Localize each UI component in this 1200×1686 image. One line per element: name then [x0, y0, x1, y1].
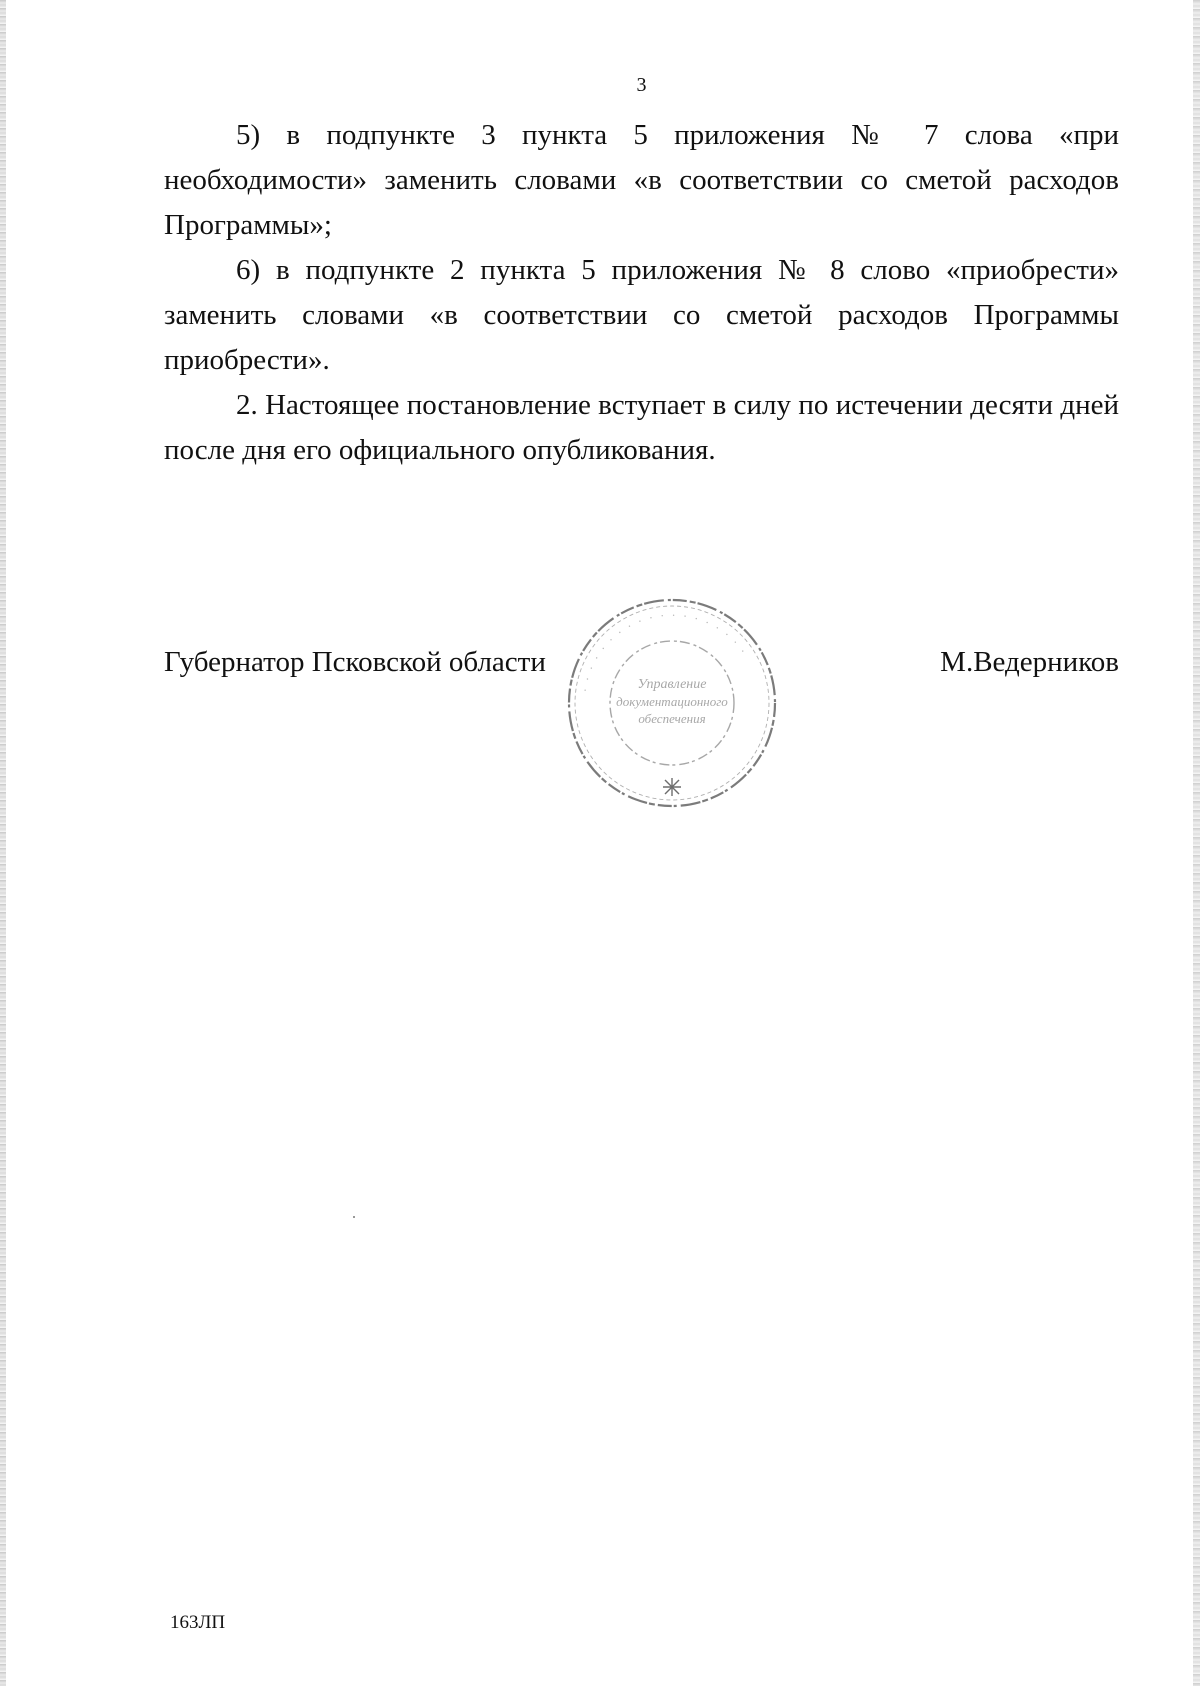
signatory-title: Губернатор Псковской области: [164, 646, 546, 678]
paragraph-item-5: 5) в подпункте 3 пункта 5 приложения № 7 слова «при необходимости» заменить словами «в соответствии со сметой расходов Программы»;: [164, 119, 1119, 241]
paragraph-item-6: 6) в подпункте 2 пункта 5 приложения № 8 слово «приобрести» заменить словами «в соответствии со сметой расходов Программы приобрести».: [164, 254, 1119, 376]
stamp-line-3: обеспечения: [638, 711, 706, 726]
signatory-name: М.Ведерников: [940, 646, 1119, 678]
stamp-star-icon: [663, 778, 681, 796]
paragraph-point-2: 2. Настоящее постановление вступает в силу по истечении десяти дней после дня его официального опубликования.: [164, 389, 1119, 466]
stamp-line-1: Управление: [637, 677, 707, 692]
scan-edge-left: [0, 0, 6, 1686]
scan-speck: [353, 1216, 355, 1218]
document-code: 163ЛП: [170, 1612, 226, 1633]
scan-edge-right: [1193, 0, 1200, 1686]
document-body: [164, 113, 1119, 473]
official-seal-stamp: [558, 592, 786, 814]
page-number: 3: [636, 74, 647, 96]
svg-text:· · · · · · · · · · · · · · ·: · · · · · · · · · · · · · · · · · · ·: [578, 608, 751, 693]
stamp-line-2: документационного: [616, 694, 728, 709]
